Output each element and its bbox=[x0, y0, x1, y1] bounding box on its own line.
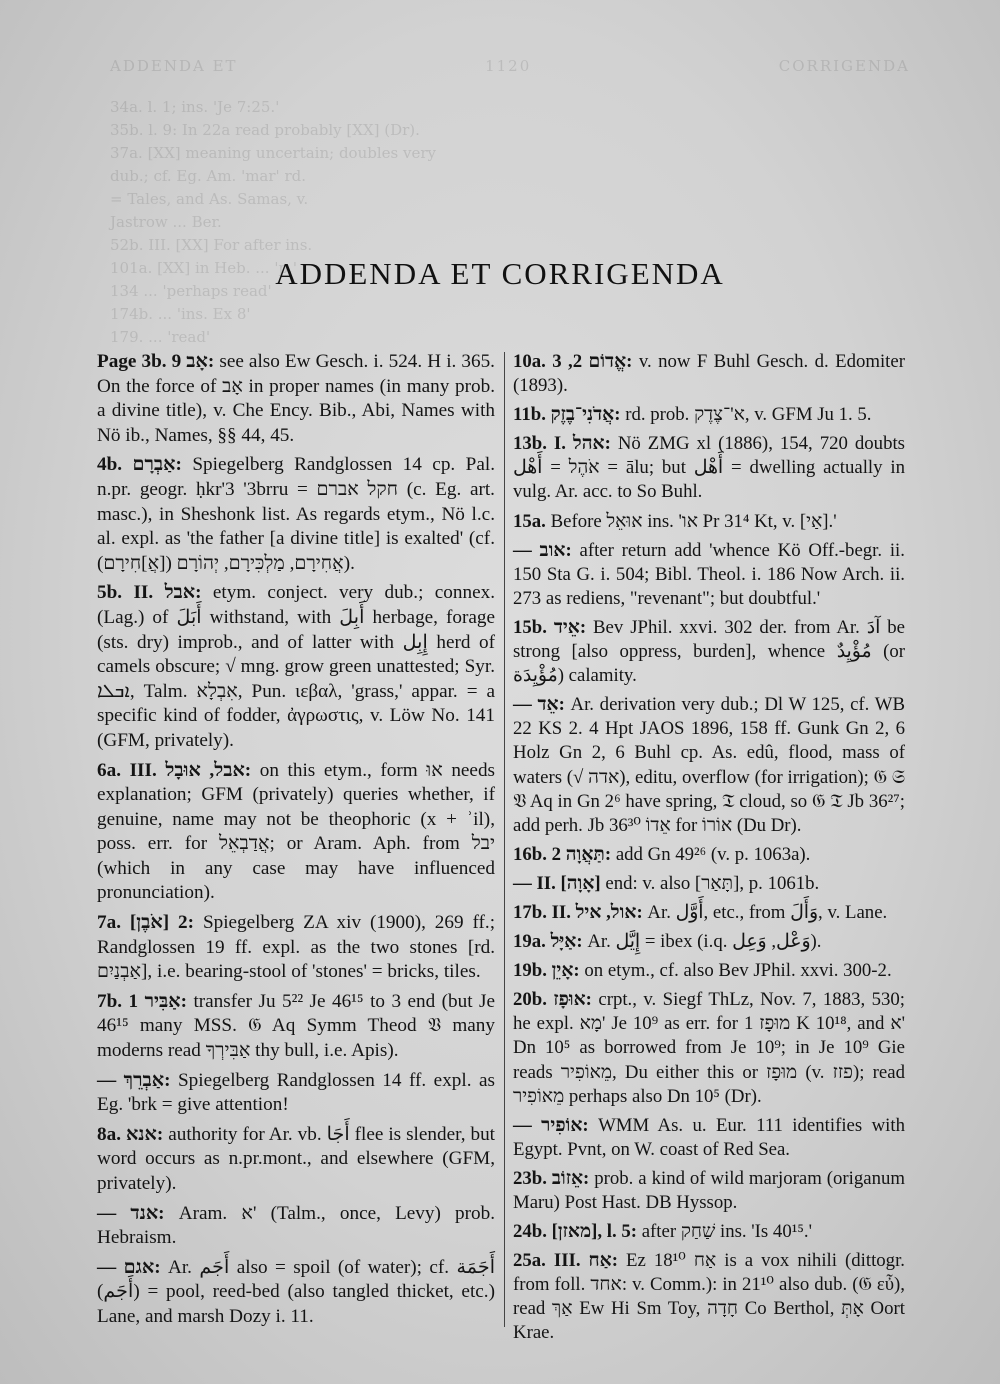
bleed-line: 174b. ... 'ins. Ex 8' bbox=[110, 305, 251, 323]
entry-reference: Page 3b. אָב 9: bbox=[97, 351, 215, 372]
entry-paragraph bbox=[513, 616, 905, 688]
entry-reference: — II. [אָוָה] bbox=[513, 872, 601, 894]
dictionary-entry bbox=[97, 1069, 495, 1118]
bleed-header-right: CORRIGENDA bbox=[778, 57, 910, 75]
entry-text: after return add 'whence Kö Off.-begr. ii. 150 Sta G. i. 504; Bibl. Theol. i. 186 Now Arch. ii. 273 as rediens, "revenant"; but doubtful.' bbox=[513, 539, 905, 609]
dictionary-entry bbox=[513, 616, 905, 688]
bleed-line: 37a. [XX] meaning uncertain; doubles very bbox=[110, 144, 436, 162]
dictionary-entry bbox=[513, 432, 905, 504]
entry-paragraph bbox=[97, 1069, 495, 1118]
entry-paragraph bbox=[513, 843, 905, 867]
dictionary-entry bbox=[513, 901, 905, 925]
dictionary-entry bbox=[513, 1220, 905, 1244]
entry-paragraph bbox=[97, 759, 495, 907]
entry-paragraph bbox=[513, 403, 905, 427]
entry-reference: 15b. אֵיד: bbox=[513, 616, 587, 638]
dictionary-entry bbox=[97, 759, 495, 907]
entry-paragraph bbox=[513, 872, 905, 896]
bleed-line: 35b. l. 9: In 22a read probably [XX] (Dr). bbox=[110, 121, 420, 139]
entry-reference: — אַבְרֵךְ: bbox=[97, 1069, 171, 1091]
entry-paragraph bbox=[513, 1114, 905, 1162]
right-column bbox=[513, 350, 905, 1351]
entry-reference: 19a. אַיָּל: bbox=[513, 931, 583, 953]
dictionary-entry bbox=[97, 1202, 495, 1251]
entry-reference: 16b. תַּאֲוָה 2: bbox=[513, 843, 612, 865]
entry-paragraph bbox=[97, 1123, 495, 1197]
entry-paragraph bbox=[513, 901, 905, 925]
entry-text: prob. a kind of wild marjoram (origanum Maru) Post Hast. DB Hyssop. bbox=[513, 1167, 906, 1213]
entry-reference: 11b. אֲדֹנִי־בֶזֶק: bbox=[513, 404, 621, 426]
entry-text: on etym., cf. also Bev JPhil. xxvi. 300-2. bbox=[584, 960, 892, 982]
entry-text: see also Ew Gesch. i. 524. H i. 365. On the force of אָב in proper names (in many prob. a divine title), v. Che Ency. Bib., Abi, Names with Nö ib., Names, §§ 44, 45. bbox=[97, 351, 495, 446]
entry-reference: 7a. [אֹבֶן] 2: bbox=[97, 912, 195, 934]
dictionary-entry bbox=[97, 581, 495, 753]
dictionary-entry bbox=[513, 510, 905, 534]
dictionary-entry bbox=[97, 911, 495, 985]
bleed-header-left: ADDENDA ET bbox=[110, 57, 238, 75]
dictionary-entry bbox=[513, 1249, 905, 1345]
entry-paragraph bbox=[513, 988, 905, 1108]
entry-reference: 20b. אוּפָז: bbox=[513, 989, 592, 1011]
dictionary-entry bbox=[97, 990, 495, 1064]
entry-text: Ez 18¹⁰ אַח is a vox nihili (dittogr. from foll. אחד: v. Comm.): in 21¹⁰ also dub. (𝔊 εὖ), read אַךְ Ew Hi Sm Toy, חָדָה Co Berthol, אָתְּ Oort Krae. bbox=[513, 1250, 905, 1344]
bleed-header-page: 1120 bbox=[485, 57, 532, 75]
entry-reference: 24b. [מאזן], l. 5: bbox=[513, 1221, 637, 1243]
entry-paragraph bbox=[513, 1167, 905, 1215]
entry-reference: 4b. אַבְרָם: bbox=[97, 454, 182, 476]
entry-paragraph bbox=[97, 990, 495, 1064]
dictionary-entry bbox=[97, 1123, 495, 1197]
entry-reference: 13b. I. אהל: bbox=[513, 433, 611, 455]
bleed-line: 134 ... 'perhaps read' bbox=[110, 282, 272, 300]
entry-paragraph bbox=[97, 453, 495, 576]
entry-reference: 15a. bbox=[513, 510, 546, 532]
dictionary-entry bbox=[513, 403, 905, 427]
entry-reference: 5b. II. אבל: bbox=[97, 582, 202, 604]
entry-text: Ar. أَجَم also = spoil (of water); cf. أَجَمَة (أَجَم) = pool, reed-bed (also tangled thicket, etc.) Lane, and marsh Dozy i. 11. bbox=[97, 1256, 496, 1327]
entry-text: Bev JPhil. xxvi. 302 der. from Ar. آدَ be strong [also oppress, burden], whence مُؤْيِدٌ (or مُؤْيِدَة) calamity. bbox=[513, 616, 905, 687]
dictionary-entry bbox=[513, 1167, 905, 1215]
entry-paragraph bbox=[513, 1249, 905, 1345]
entry-text: end: v. also [תָּאַר], p. 1061b. bbox=[605, 872, 820, 894]
entry-paragraph bbox=[513, 510, 905, 534]
dictionary-entry bbox=[513, 930, 905, 954]
entry-text: Before אוּאֵל ins. 'או Pr 31⁴ Kt, v. [אַי].' bbox=[550, 510, 837, 532]
dictionary-entry bbox=[513, 988, 905, 1108]
entry-text: v. now F Buhl Gesch. d. Edomiter (1893). bbox=[513, 351, 905, 397]
entry-text: after שַׁחַק ins. 'Is 40¹⁵.' bbox=[641, 1221, 812, 1243]
page-title: ADDENDA ET CORRIGENDA bbox=[275, 256, 725, 291]
entry-text: Ar. إِيَّل = ibex (i.q. وَعْل, وَعِل). bbox=[587, 931, 822, 953]
dictionary-entry bbox=[513, 843, 905, 867]
dictionary-entry bbox=[97, 350, 495, 448]
dictionary-entry bbox=[513, 1114, 905, 1162]
dictionary-entry bbox=[97, 1256, 495, 1330]
entry-text: Spiegelberg Randglossen 14 cp. Pal. n.pr. geogr. ḥkr'3 '3brru = חקל אברם (c. Eg. art. masc.), in Sheshonk list. As regards etym., Nö l.c. al. expl. as 'the father [a divine title] is exalted' (cf. אֲחִירָם, מַלְכִּירָם, יְהוֹרָם ([אֲ]חִירָם)). bbox=[97, 454, 495, 574]
dictionary-entry bbox=[513, 959, 905, 983]
entry-text: on this etym., form אוּ needs explanation; GFM (privately) queries whether, if genuine, name may not be theophoric (x + ʾil), poss. err. for אֲדַבְאֵל; or Aram. Aph. from יבל (which in any case may have influenced pronunciation). bbox=[97, 759, 496, 904]
entry-text: Ar. derivation very dub.; Dl W 125, cf. WB 22 KS 2. 4 Hpt JAOS 1896, 158 ff. Gunk Gn 2, 6 Holz Gn 2, 6 Buhl cp. As. edû, flood, mass of waters (√ אדה), editu, overflow (for irrigation); 𝔊 𝔖 𝔙 Aq in Gn 2⁶ have spring, 𝔗 cloud, so 𝔊 𝔗 Jb 36²⁷; add perh. Jb 36³⁰ אֵדוֹ for אוֹרוֹ (Du Dr). bbox=[513, 694, 905, 836]
entry-text: etym. conject. very dub.; connex. (Lag.) of أَبَلَ withstand, with أَبِلَ herbage, forage (sts. dry) improb., and of latter with إِبِل herd of camels obscure; √ mng. grow green unattested; Syr. ܐܒܠܐ, Talm. אִבְלָא, Pun. ιεβαλ, 'grass,' appar. = a specific kind of fodder, ἀγρωστις, v. Löw No. 141 (GFM, privately). bbox=[97, 582, 495, 751]
entry-reference: — אנד: bbox=[97, 1202, 165, 1224]
entry-paragraph bbox=[97, 911, 495, 985]
dictionary-entry bbox=[513, 693, 905, 838]
entry-paragraph bbox=[513, 1220, 905, 1244]
entry-text: crpt., v. Siegf ThLz, Nov. 7, 1883, 530; he expl. מָא' Je 10⁹ as err. for מוּפָז 1 K 10¹⁸, and א' Dn 10⁵ as borrowed from Je 10⁹; in Je 10⁹ Gie reads מֵאוֹפִיר, Du either this or מוּפָז (v. פזז); read מֵאוֹפִיר perhaps also Dn 10⁵ (Dr). bbox=[513, 989, 905, 1107]
entry-paragraph bbox=[513, 350, 905, 398]
entry-text: Aram. א' (Talm., once, Levy) prob. Hebraism. bbox=[97, 1202, 496, 1249]
entry-paragraph bbox=[513, 930, 905, 954]
entry-reference: 25a. III. אַח: bbox=[513, 1250, 618, 1272]
entry-text: add Gn 49²⁶ (v. p. 1063a). bbox=[615, 843, 811, 865]
entry-paragraph bbox=[97, 1202, 495, 1251]
entry-reference: 23b. אֵזוֹב: bbox=[513, 1167, 590, 1189]
entry-text: rd. prob. א'־צֶדֶק, v. GFM Ju 1. 5. bbox=[625, 404, 872, 426]
bleed-line: dub.; cf. Eg. Am. 'mar' rd. bbox=[110, 167, 306, 185]
entry-paragraph bbox=[97, 1256, 495, 1330]
left-column bbox=[97, 350, 495, 1335]
dictionary-entry bbox=[513, 350, 905, 398]
entry-reference: 6a. III. אבל, אוּבָל: bbox=[97, 759, 252, 781]
entry-reference: — אוֹפִיר: bbox=[513, 1114, 589, 1136]
dictionary-entry bbox=[513, 539, 905, 611]
entry-reference: 19b. אָיֵן: bbox=[513, 960, 580, 982]
entry-reference: 7b. אַבִּיר 1: bbox=[97, 990, 187, 1012]
dictionary-entry bbox=[513, 872, 905, 896]
bleed-line: 179. ... 'read' bbox=[110, 328, 211, 346]
entry-paragraph bbox=[97, 350, 495, 448]
entry-paragraph bbox=[513, 959, 905, 983]
entry-reference: — אֵד: bbox=[513, 694, 565, 716]
entry-text: transfer Ju 5²² Je 46¹⁵ to 3 end (but Je 46¹⁵ many MSS. 𝔊 Aq Symm Theod 𝔙 many moderns read אַבִּירְךָ thy bull, i.e. Apis). bbox=[97, 990, 495, 1062]
entry-text: Ar. أَوَّل, etc., from وَأَلَ, v. Lane. bbox=[647, 901, 888, 923]
entry-text: authority for Ar. vb. أَجَا flee is slender, but word occurs as n.pr.mont., and elsewhere (GFM, privately). bbox=[97, 1123, 496, 1194]
entry-paragraph bbox=[513, 539, 905, 611]
entry-reference: 17b. II. אול, איל: bbox=[513, 901, 643, 923]
entry-text: Spiegelberg ZA xiv (1900), 269 ff.; Randglossen 19 ff. expl. as the two stones [rd. אַבְנַיִם], i.e. bearing-stool of 'stones' = bricks, tiles. bbox=[97, 912, 496, 983]
bleed-line: 101a. [XX] in Heb. ... 'p.' bbox=[110, 259, 297, 277]
entry-reference: — אגם: bbox=[97, 1256, 161, 1278]
bleed-line: Jastrow ... Ber. bbox=[110, 213, 222, 231]
column-divider bbox=[504, 352, 505, 1327]
entry-reference: 10a. אֱדוֹם 2, 3: bbox=[513, 351, 633, 372]
dictionary-entry bbox=[97, 453, 495, 576]
entry-reference: — אוב: bbox=[513, 539, 572, 561]
bleed-through-text bbox=[110, 55, 910, 349]
entry-text: Spiegelberg Randglossen 14 ff. expl. as Eg. 'brk = give attention! bbox=[97, 1069, 495, 1116]
entry-paragraph bbox=[97, 581, 495, 753]
entry-reference: 8a. אנא: bbox=[97, 1123, 164, 1145]
bleed-line: = Tales, and As. Samas, v. bbox=[110, 190, 309, 208]
bleed-line: 34a. l. 1; ins. 'Je 7:25.' bbox=[110, 98, 280, 116]
bleed-line: 52b. III. [XX] For after ins. bbox=[110, 236, 313, 254]
entry-text: Nö ZMG xl (1886), 154, 720 doubts אֹהֶל = أَهْل = ālu; but أَهْل = dwelling actually in vulg. Ar. acc. to So Buhl. bbox=[513, 433, 906, 503]
entry-text: WMM As. u. Eur. 111 identifies with Egypt. Pvnt, on W. coast of Red Sea. bbox=[513, 1114, 905, 1160]
entry-paragraph bbox=[513, 693, 905, 838]
entry-paragraph bbox=[513, 432, 905, 504]
